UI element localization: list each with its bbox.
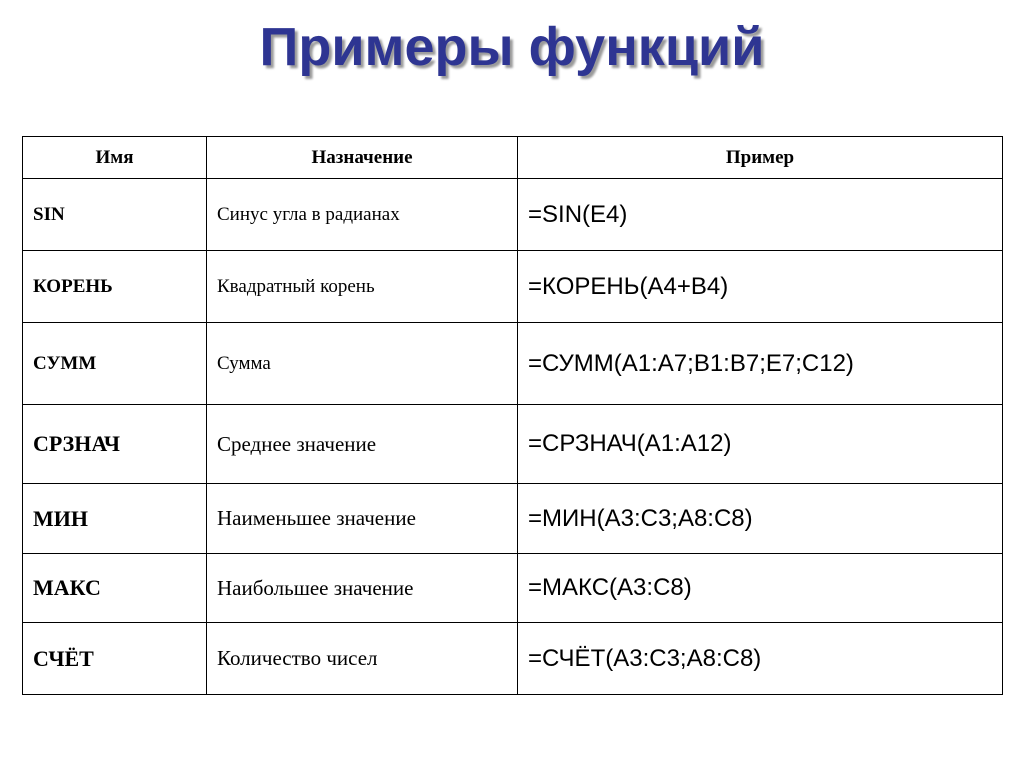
table-row	[23, 323, 1003, 405]
function-purpose: Квадратный корень	[207, 251, 518, 323]
function-example: =СРЗНАЧ(A1:A12)	[518, 405, 1003, 484]
table-row	[23, 554, 1003, 623]
table-row	[23, 405, 1003, 484]
function-name: МИН	[23, 484, 207, 554]
header-name: Имя	[23, 137, 207, 179]
function-example: =КОРЕНЬ(A4+B4)	[518, 251, 1003, 323]
function-purpose: Наименьшее значение	[207, 484, 518, 554]
function-purpose: Количество чисел	[207, 623, 518, 695]
table-row	[23, 251, 1003, 323]
function-purpose: Синус угла в радианах	[207, 179, 518, 251]
function-example: =SIN(E4)	[518, 179, 1003, 251]
function-name: SIN	[23, 179, 207, 251]
function-example: =МАКС(A3:C8)	[518, 554, 1003, 623]
function-example: =СЧЁТ(A3:C3;A8:C8)	[518, 623, 1003, 695]
table-header-row	[23, 137, 1003, 179]
function-name: СЧЁТ	[23, 623, 207, 695]
table-row	[23, 623, 1003, 695]
header-purpose: Назначение	[207, 137, 518, 179]
functions-table	[22, 136, 1003, 695]
function-example: =МИН(A3:C3;A8:C8)	[518, 484, 1003, 554]
function-name: МАКС	[23, 554, 207, 623]
function-name: СУММ	[23, 323, 207, 405]
function-name: КОРЕНЬ	[23, 251, 207, 323]
function-name: СРЗНАЧ	[23, 405, 207, 484]
slide-title: Примеры функций	[259, 17, 765, 77]
table-row	[23, 179, 1003, 251]
table-row	[23, 484, 1003, 554]
function-example: =СУММ(A1:A7;B1:B7;E7;C12)	[518, 323, 1003, 405]
header-example: Пример	[518, 137, 1003, 179]
function-purpose: Сумма	[207, 323, 518, 405]
function-purpose: Наибольшее значение	[207, 554, 518, 623]
function-purpose: Среднее значение	[207, 405, 518, 484]
